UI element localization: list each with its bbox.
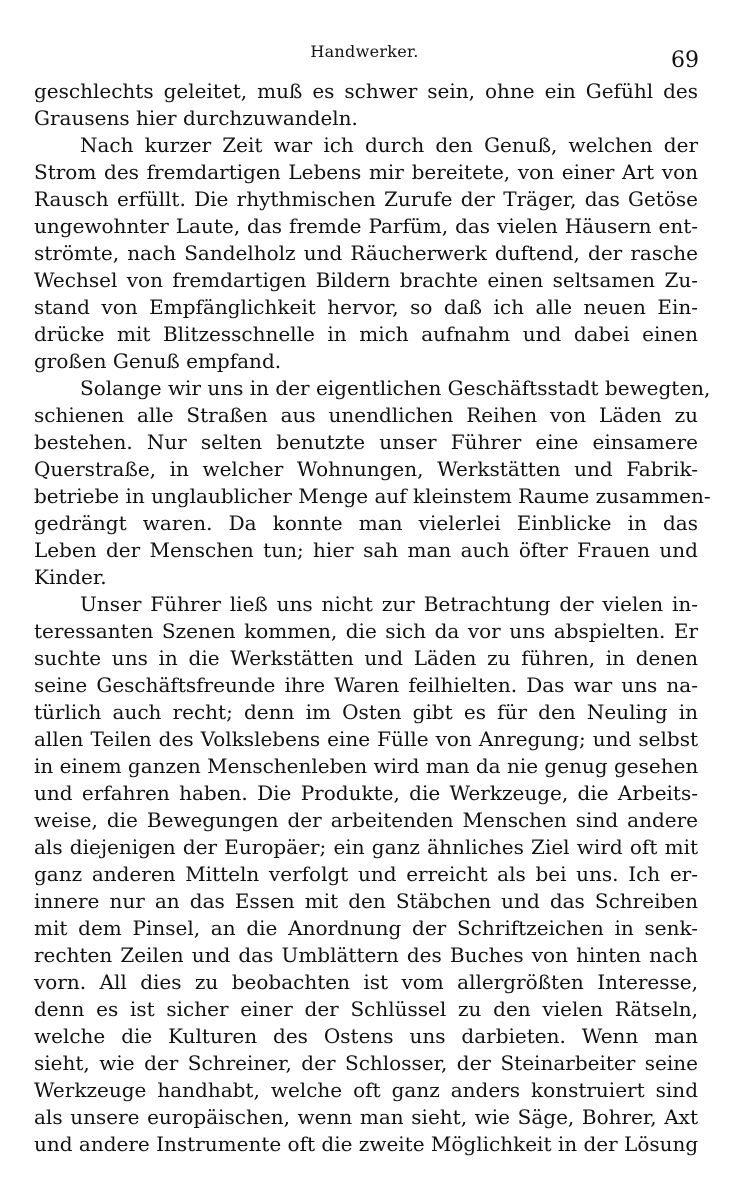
- text-line: drücke mit Blitzesschnelle in mich aufnahm und dabei einen: [34, 322, 698, 346]
- text-line: denn es ist sicher einer der Schlüssel zu den vielen Rätseln,: [34, 997, 698, 1021]
- text-line: bestehen. Nur selten benutzte unser Führer eine einsamere: [34, 430, 698, 454]
- text-line: schienen alle Straßen aus unendlichen Reihen von Läden zu: [34, 403, 698, 427]
- text-line: Leben der Menschen tun; hier sah man auch öfter Frauen und: [34, 538, 698, 562]
- text-line: weise, die Bewegungen der arbeitenden Menschen sind andere: [34, 808, 698, 832]
- text-line: welche die Kulturen des Ostens uns darbieten. Wenn man: [34, 1024, 698, 1048]
- text-line: und andere Instrumente oft die zweite Möglichkeit in der Lösung: [34, 1132, 699, 1156]
- text-line: Kinder.: [34, 565, 107, 589]
- text-line: Grausens hier durchzuwandeln.: [34, 106, 358, 130]
- text-line: türlich auch recht; denn im Osten gibt es für den Neuling in: [34, 700, 698, 724]
- text-line: rechten Zeilen und das Umblättern des Buches von hinten nach: [34, 943, 698, 967]
- text-line: Werkzeuge handhabt, welche oft ganz anders konstruiert sind: [34, 1078, 698, 1102]
- text-line: ungewohnter Laute, das fremde Parfüm, das vielen Häusern ent-: [34, 214, 698, 238]
- text-line: betriebe in unglaublicher Menge auf kleinstem Raume zusammen-: [34, 484, 711, 508]
- text-line: allen Teilen des Volkslebens eine Fülle von Anregung; und selbst: [34, 727, 698, 751]
- page-number: 69: [671, 48, 699, 73]
- text-line: sieht, wie der Schreiner, der Schlosser, der Steinarbeiter seine: [34, 1051, 698, 1075]
- text-line: Strom des fremdartigen Lebens mir bereitete, von einer Art von: [34, 160, 698, 184]
- text-line: Querstraße, in welcher Wohnungen, Werkstätten und Fabrik-: [34, 457, 698, 481]
- text-line: mit dem Pinsel, an die Anordnung der Schriftzeichen in senk-: [34, 916, 698, 940]
- text-line: innere nur an das Essen mit den Stäbchen und das Schreiben: [34, 889, 698, 913]
- text-line: vorn. All dies zu beobachten ist vom allergrößten Interesse,: [34, 970, 698, 994]
- text-line: geschlechts geleitet, muß es schwer sein, ohne ein Gefühl des: [34, 79, 698, 103]
- text-line: großen Genuß empfand.: [34, 349, 282, 373]
- body-text: [34, 78, 711, 1158]
- text-line: und erfahren haben. Die Produkte, die Werkzeuge, die Arbeits-: [34, 781, 698, 805]
- text-line: suchte uns in die Werkstätten und Läden zu führen, in denen: [34, 646, 698, 670]
- text-line: Nach kurzer Zeit war ich durch den Genuß, welchen der: [80, 133, 698, 157]
- text-line: gedrängt waren. Da konnte man vielerlei Einblicke in das: [34, 511, 698, 535]
- running-title: Handwerker.: [310, 42, 419, 61]
- text-line: Unser Führer ließ uns nicht zur Betrachtung der vielen in-: [80, 592, 698, 616]
- text-line: Solange wir uns in der eigentlichen Geschäftsstadt bewegten,: [80, 376, 711, 400]
- text-line: stand von Empfänglichkeit hervor, so daß ich alle neuen Ein-: [34, 295, 698, 319]
- text-line: als diejenigen der Europäer; ein ganz ähnliches Ziel wird oft mit: [34, 835, 698, 859]
- text-line: Rausch erfüllt. Die rhythmischen Zurufe der Träger, das Getöse: [34, 187, 698, 211]
- text-line: teressanten Szenen kommen, die sich da vor uns abspielten. Er: [34, 619, 698, 643]
- text-line: als unsere europäischen, wenn man sieht, wie Säge, Bohrer, Axt: [34, 1105, 698, 1129]
- text-line: seine Geschäftsfreunde ihre Waren feilhielten. Das war uns na-: [34, 673, 698, 697]
- text-line: in einem ganzen Menschenleben wird man da nie genug gesehen: [34, 754, 699, 778]
- page-header: [0, 38, 729, 72]
- text-line: ganz anderen Mitteln verfolgt und erreicht als bei uns. Ich er-: [34, 862, 698, 886]
- text-line: Wechsel von fremdartigen Bildern brachte einen seltsamen Zu-: [34, 268, 698, 292]
- text-line: strömte, nach Sandelholz und Räucherwerk duftend, der rasche: [34, 241, 698, 265]
